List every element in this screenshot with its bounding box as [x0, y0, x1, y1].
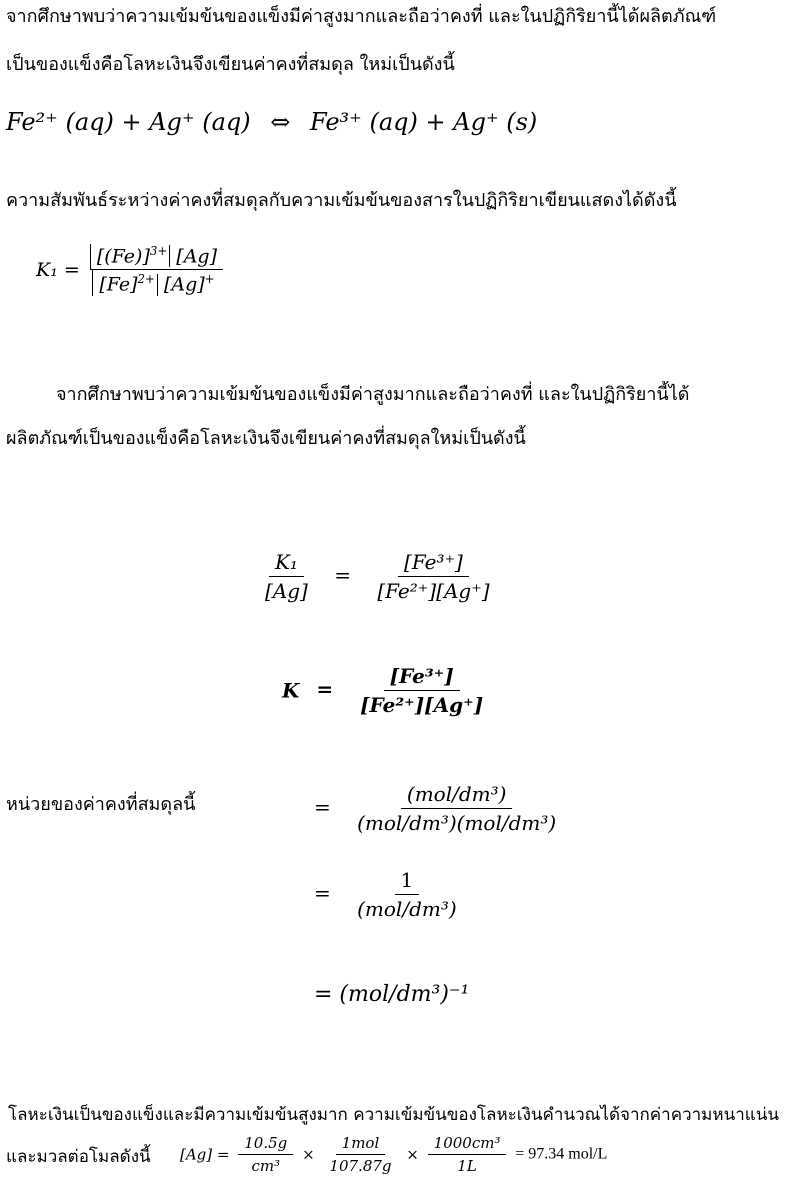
units-step1-equals: =	[314, 795, 331, 819]
units-step-1	[314, 782, 566, 835]
k-den: [Fe²⁺][Ag⁺]	[360, 693, 484, 717]
k1-denominator	[92, 270, 220, 295]
intro-line-2: เป็นของแข็งคือโลหะเงินจึงเขียนค่าคงที่สมดุล ใหม่เป็นดังนี้	[6, 54, 455, 75]
ratio-lhs-den: [Ag]	[265, 579, 308, 603]
times-sign-2: ×	[406, 1145, 419, 1164]
k-lhs: K	[282, 678, 300, 703]
k1-numerator	[90, 244, 223, 270]
ratio-rhs-fraction	[371, 550, 495, 603]
silver-fraction-molar	[323, 1134, 397, 1175]
k1-num-fe: [(Fe)]	[96, 245, 150, 268]
times-sign-1: ×	[302, 1145, 315, 1164]
k1-fraction	[90, 244, 223, 296]
k-equation	[282, 664, 493, 717]
k-equals: =	[316, 677, 334, 701]
units-label: หน่วยของค่าคงที่สมดุลนี้	[6, 794, 196, 815]
k1-num-ag: [Ag]	[176, 245, 217, 268]
k1-den-ag-charge: +	[204, 272, 215, 287]
units-step1-den: (mol/dm³)(mol/dm³)	[357, 811, 557, 835]
para2-line-2: ผลิตภัณฑ์เป็นของแข็งคือโลหะเงินจึงเขียนค่าคงที่สมดุลใหม่เป็นดังนี้	[6, 428, 526, 449]
silver-result: = 97.34 mol/L	[515, 1145, 608, 1163]
silver-lhs: [Ag] =	[180, 1145, 230, 1164]
silver-fraction-density	[238, 1134, 293, 1175]
ratio-lhs-num: K₁	[269, 550, 304, 577]
silver-f1-num: 10.5g	[238, 1134, 293, 1155]
k1-den-ag: [Ag]	[163, 273, 205, 296]
relation-text: ความสัมพันธ์ระหว่างค่าคงที่สมดุลกับความเข้มข้นของสารในปฏิกิริยาเขียนแสดงได้ดังนี้	[6, 190, 677, 211]
units-step1-num: (mol/dm³)	[401, 782, 513, 809]
silver-calculation	[180, 1134, 607, 1175]
reaction-equation	[6, 108, 537, 136]
units-step1-fraction	[351, 782, 562, 835]
para2-line-1: จากศึกษาพบว่าความเข้มข้นของแข็งมีค่าสูงมากและถือว่าคงที่ และในปฏิกิริยานี้ได้	[56, 384, 690, 405]
ratio-equation	[255, 550, 500, 603]
ratio-rhs-num: [Fe³⁺]	[398, 550, 469, 577]
units-step2-den: (mol/dm³)	[357, 897, 457, 921]
silver-line-1: โลหะเงินเป็นของแข็งและมีความเข้มข้นสูงมาก ความเข้มข้นของโลหะเงินคำนวณได้จากค่าความหนาแน่น	[8, 1105, 779, 1125]
k-num: [Fe³⁺]	[384, 664, 460, 691]
ratio-lhs-fraction	[259, 550, 314, 603]
units-step-3: = (mol/dm³)⁻¹	[314, 982, 470, 1007]
silver-fraction-volume	[428, 1134, 507, 1175]
units-step2-equals: =	[314, 881, 331, 905]
silver-f2-num: 1mol	[336, 1134, 386, 1155]
silver-f3-den: 1L	[457, 1157, 477, 1175]
silver-f2-den: 107.87g	[329, 1157, 392, 1175]
k1-num-charge: 3+	[149, 244, 168, 258]
intro-line-1: จากศึกษาพบว่าความเข้มข้นของแข็งมีค่าสูงมากและถือว่าคงที่ และในปฏิกิริยานี้ได้ผลิตภัณฑ์	[6, 6, 717, 27]
k1-den-fe: [Fe]	[99, 273, 138, 296]
reaction-products: Fe³⁺ (aq) + Ag⁺ (s)	[310, 108, 538, 136]
k1-den-charge: 2+	[137, 272, 155, 287]
ratio-rhs-den: [Fe²⁺][Ag⁺]	[377, 579, 490, 603]
silver-f1-den: cm³	[251, 1157, 281, 1175]
reaction-reactants: Fe²⁺ (aq) + Ag⁺ (aq)	[6, 108, 251, 136]
k-fraction	[354, 664, 489, 717]
units-step2-fraction	[351, 868, 463, 921]
silver-line-2-label: และมวลต่อโมลดังนี้	[6, 1147, 151, 1167]
k1-expression	[36, 244, 227, 296]
k1-lhs: K₁ =	[36, 258, 80, 281]
units-step2-num: 1	[395, 868, 420, 895]
units-step-2	[314, 868, 467, 921]
ratio-equals: =	[334, 563, 351, 587]
silver-f3-num: 1000cm³	[428, 1134, 507, 1155]
equilibrium-arrow: ⇔	[270, 108, 291, 136]
